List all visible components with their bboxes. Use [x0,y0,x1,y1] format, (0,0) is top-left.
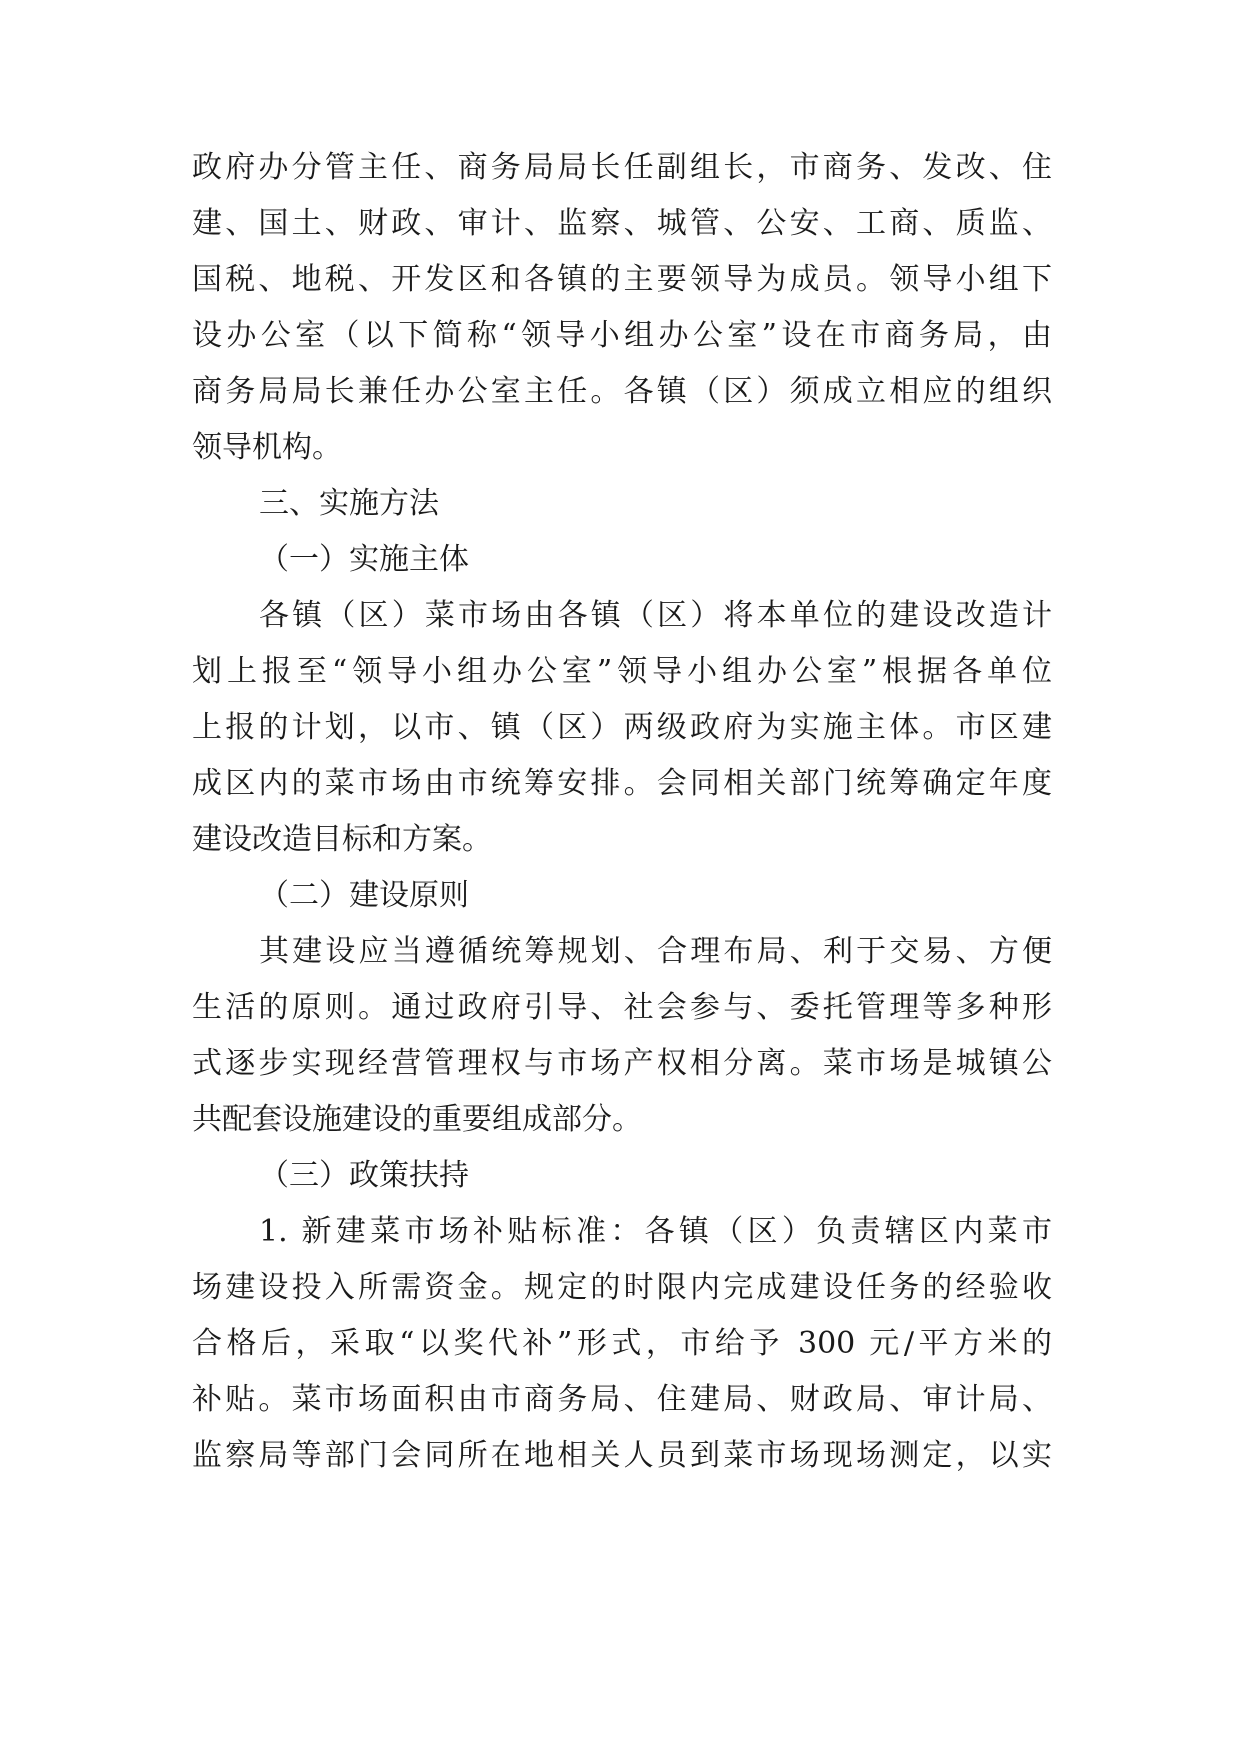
paragraph-line: 设办公室（以下简称“领导小组办公室”设在市商务局，由 [192,318,1052,353]
paragraph-line: 合格后，采取“以奖代补”形式，市给予 300 元/平方米的 [192,1326,1052,1361]
paragraph-line: 成区内的菜市场由市统筹安排。会同相关部门统筹确定年度 [192,766,1052,801]
subsection-heading: （二）建设原则 [259,878,469,913]
paragraph-line: 上报的计划，以市、镇（区）两级政府为实施主体。市区建 [192,710,1052,745]
paragraph-line: 其建设应当遵循统筹规划、合理布局、利于交易、方便 [259,934,1052,969]
paragraph-line: 补贴。菜市场面积由市商务局、住建局、财政局、审计局、 [192,1382,1052,1417]
paragraph-line: 商务局局长兼任办公室主任。各镇（区）须成立相应的组织 [192,374,1052,409]
subsection-heading: （一）实施主体 [259,542,469,577]
paragraph-line: 政府办分管主任、商务局局长任副组长，市商务、发改、住 [192,150,1052,185]
paragraph-line: 生活的原则。通过政府引导、社会参与、委托管理等多种形 [192,990,1052,1025]
section-heading: 三、实施方法 [259,486,439,521]
paragraph-line: 划上报至“领导小组办公室”领导小组办公室”根据各单位 [192,654,1052,689]
paragraph-line: 场建设投入所需资金。规定的时限内完成建设任务的经验收 [192,1270,1052,1305]
paragraph-line: 监察局等部门会同所在地相关人员到菜市场现场测定，以实 [192,1438,1052,1473]
paragraph-line: 共配套设施建设的重要组成部分。 [192,1102,642,1137]
paragraph-line: 领导机构。 [192,430,342,465]
paragraph-line: 建设改造目标和方案。 [192,822,492,857]
paragraph-line: 1. 新建菜市场补贴标准：各镇（区）负责辖区内菜市 [259,1214,1052,1249]
paragraph-line: 国税、地税、开发区和各镇的主要领导为成员。领导小组下 [192,262,1052,297]
paragraph-line: 式逐步实现经营管理权与市场产权相分离。菜市场是城镇公 [192,1046,1052,1081]
subsection-heading: （三）政策扶持 [259,1158,469,1193]
paragraph-line: 建、国土、财政、审计、监察、城管、公安、工商、质监、 [192,206,1052,241]
paragraph-line: 各镇（区）菜市场由各镇（区）将本单位的建设改造计 [259,598,1052,633]
